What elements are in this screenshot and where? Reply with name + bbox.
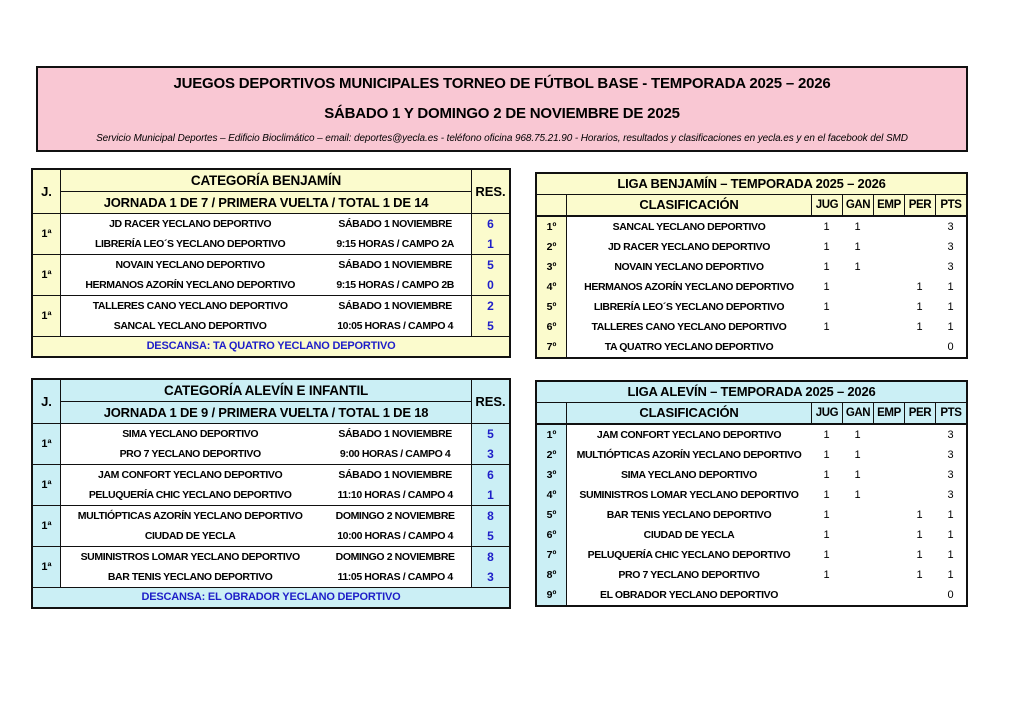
- stat-gan: [842, 545, 873, 565]
- away-score: 3: [487, 570, 494, 584]
- classification-header: CLASIFICACIÓN: [567, 195, 811, 215]
- standings-row: [537, 545, 966, 565]
- stat-pts: 1: [947, 321, 954, 333]
- match-result: [471, 255, 509, 295]
- stat-per: 1: [916, 529, 923, 541]
- schedule-header: [33, 380, 509, 424]
- stat-gan: [842, 297, 873, 317]
- stat-pts: 3: [947, 489, 954, 501]
- home-score: 8: [487, 509, 494, 523]
- match-jornada: 1ª: [33, 465, 61, 505]
- stat-column-header-gan: GAN: [842, 403, 873, 423]
- team-name: JD RACER YECLANO DEPORTIVO: [607, 241, 771, 253]
- standings-row: [537, 277, 966, 297]
- home-score: 6: [487, 468, 494, 482]
- stat-per: 1: [916, 321, 923, 333]
- standings-row: [537, 465, 966, 485]
- standings-row: [537, 585, 966, 605]
- team-name: PRO 7 YECLANO DEPORTIVO: [618, 569, 760, 581]
- stat-jug: 1: [823, 241, 830, 253]
- stat-jug: [811, 585, 842, 605]
- home-team: SUMINISTROS LOMAR YECLANO DEPORTIVO: [80, 551, 300, 563]
- league-title: LIGA BENJAMÍN – TEMPORADA 2025 – 2026: [537, 174, 966, 195]
- team-name: SIMA YECLANO DEPORTIVO: [621, 469, 757, 481]
- match-row: [33, 464, 509, 505]
- position: 2º: [537, 445, 567, 465]
- position: 1º: [537, 217, 567, 237]
- stat-column-header-per: PER: [904, 195, 935, 215]
- stat-pts: 3: [947, 449, 954, 461]
- stat-emp: [873, 565, 904, 585]
- match-row: [33, 295, 509, 336]
- standings-row: [537, 525, 966, 545]
- standings: [537, 217, 966, 357]
- stat-column-header-per: PER: [904, 403, 935, 423]
- stat-emp: [873, 485, 904, 505]
- schedule-header: [33, 170, 509, 214]
- stat-emp: [873, 545, 904, 565]
- stat-pts: 1: [947, 281, 954, 293]
- match-jornada: 1ª: [33, 547, 61, 587]
- match-time-field: 10:05 HORAS / CAMPO 4: [337, 320, 454, 332]
- match-date: SÁBADO 1 NOVIEMBRE: [338, 469, 452, 481]
- match-date: SÁBADO 1 NOVIEMBRE: [338, 428, 452, 440]
- standings-row: [537, 237, 966, 257]
- stat-per: [904, 445, 935, 465]
- match-result: [471, 465, 509, 505]
- position: 8º: [537, 565, 567, 585]
- match-result: [471, 506, 509, 546]
- stat-per: [904, 257, 935, 277]
- stat-jug: 1: [823, 281, 830, 293]
- stat-emp: [873, 337, 904, 357]
- position-column-header: [537, 403, 567, 423]
- stat-gan: 1: [854, 469, 861, 481]
- match-time-field: 9:15 HORAS / CAMPO 2B: [336, 279, 454, 291]
- match-result: [471, 547, 509, 587]
- stat-emp: [873, 297, 904, 317]
- stat-pts: 0: [947, 341, 954, 353]
- stat-gan: [842, 505, 873, 525]
- team-name: TALLERES CANO YECLANO DEPORTIVO: [591, 321, 787, 333]
- schedule-header-middle: [61, 170, 471, 213]
- stat-gan: [842, 565, 873, 585]
- matches: [33, 424, 509, 587]
- rest-note: DESCANSA: TA QUATRO YECLANO DEPORTIVO: [33, 336, 509, 356]
- contact-info-line: Servicio Municipal Deportes – Edificio Bioclimático – email: deportes@yecla.es - teléfono oficina 968.75.21.90 - Horarios, resultados y clasificaciones en yecla.es y en el facebook del SMD: [96, 133, 908, 144]
- position: 4º: [537, 485, 567, 505]
- stat-gan: 1: [854, 221, 861, 233]
- stat-per: [904, 217, 935, 237]
- stat-pts: 3: [947, 221, 954, 233]
- stat-jug: [811, 337, 842, 357]
- category-title: CATEGORÍA ALEVÍN E INFANTIL: [61, 380, 471, 402]
- schedule-table-benjamin: [31, 168, 511, 358]
- home-team: JAM CONFORT YECLANO DEPORTIVO: [98, 469, 283, 481]
- stat-emp: [873, 525, 904, 545]
- position: 9º: [537, 585, 567, 605]
- stat-per: 1: [916, 569, 923, 581]
- stat-emp: [873, 445, 904, 465]
- results-column-header: RES.: [471, 380, 509, 423]
- home-score: 5: [487, 427, 494, 441]
- home-score: 2: [487, 299, 494, 313]
- stat-per: [904, 237, 935, 257]
- team-name: LIBRERÍA LEO´S YECLANO DEPORTIVO: [593, 301, 785, 313]
- team-name: SUMINISTROS LOMAR YECLANO DEPORTIVO: [579, 489, 799, 501]
- stat-jug: 1: [823, 429, 830, 441]
- stat-pts: 3: [947, 429, 954, 441]
- standings-row: [537, 317, 966, 337]
- match-jornada: 1ª: [33, 214, 61, 254]
- team-name: HERMANOS AZORÍN YECLANO DEPORTIVO: [584, 281, 794, 293]
- away-score: 0: [487, 278, 494, 292]
- team-name: JAM CONFORT YECLANO DEPORTIVO: [596, 429, 782, 441]
- position: 1º: [537, 425, 567, 445]
- stat-pts: 1: [947, 301, 954, 313]
- stat-column-header-pts: PTS: [935, 403, 966, 423]
- home-score: 5: [487, 258, 494, 272]
- team-name: TA QUATRO YECLANO DEPORTIVO: [604, 341, 774, 353]
- stat-pts: 1: [947, 569, 954, 581]
- away-team: CIUDAD DE YECLA: [144, 530, 236, 542]
- stat-column-header-jug: JUG: [811, 403, 842, 423]
- stat-column-header-emp: EMP: [873, 195, 904, 215]
- position: 3º: [537, 257, 567, 277]
- team-name: SANCAL YECLANO DEPORTIVO: [612, 221, 766, 233]
- stat-per: 1: [916, 509, 923, 521]
- jornada-column-header: J.: [33, 380, 61, 423]
- home-team: NOVAIN YECLANO DEPORTIVO: [115, 259, 265, 271]
- stat-emp: [873, 257, 904, 277]
- standings-row: [537, 485, 966, 505]
- match-result: [471, 214, 509, 254]
- home-team: SIMA YECLANO DEPORTIVO: [122, 428, 259, 440]
- match-date: SÁBADO 1 NOVIEMBRE: [338, 218, 452, 230]
- home-team: MULTIÓPTICAS AZORÍN YECLANO DEPORTIVO: [77, 510, 303, 522]
- stat-per: [904, 465, 935, 485]
- stat-emp: [873, 465, 904, 485]
- stat-per: [904, 485, 935, 505]
- away-team: PRO 7 YECLANO DEPORTIVO: [119, 448, 261, 460]
- match-date: SÁBADO 1 NOVIEMBRE: [338, 259, 452, 271]
- stat-gan: [842, 277, 873, 297]
- schedule-table-alevin: [31, 378, 511, 609]
- position: 7º: [537, 545, 567, 565]
- main-title: JUEGOS DEPORTIVOS MUNICIPALES TORNEO DE FÚTBOL BASE - TEMPORADA 2025 – 2026: [173, 75, 831, 92]
- position: 4º: [537, 277, 567, 297]
- standings-row: [537, 505, 966, 525]
- away-team: LIBRERÍA LEO´S YECLANO DEPORTIVO: [95, 238, 286, 250]
- stat-column-header-emp: EMP: [873, 403, 904, 423]
- stat-jug: 1: [823, 489, 830, 501]
- match-jornada: 1ª: [33, 424, 61, 464]
- away-team: PELUQUERÍA CHIC YECLANO DEPORTIVO: [88, 489, 292, 501]
- stat-jug: 1: [823, 301, 830, 313]
- stat-gan: [842, 525, 873, 545]
- date-title: SÁBADO 1 Y DOMINGO 2 DE NOVIEMBRE DE 2025: [324, 105, 680, 122]
- league-title: LIGA ALEVÍN – TEMPORADA 2025 – 2026: [537, 382, 966, 403]
- stat-per: [904, 425, 935, 445]
- match-row: [33, 546, 509, 587]
- stat-column-header-jug: JUG: [811, 195, 842, 215]
- match-result: [471, 424, 509, 464]
- position: 2º: [537, 237, 567, 257]
- stat-gan: 1: [854, 449, 861, 461]
- away-team: BAR TENIS YECLANO DEPORTIVO: [107, 571, 273, 583]
- stat-gan: [842, 337, 873, 357]
- classification-header: CLASIFICACIÓN: [567, 403, 811, 423]
- league-table-alevin: [535, 380, 968, 607]
- stat-pts: 1: [947, 529, 954, 541]
- away-score: 1: [487, 488, 494, 502]
- stat-jug: 1: [823, 509, 830, 521]
- results-column-header: RES.: [471, 170, 509, 213]
- league-header: [537, 195, 966, 217]
- stat-emp: [873, 317, 904, 337]
- stat-column-header-gan: GAN: [842, 195, 873, 215]
- match-teams: [61, 547, 471, 587]
- jornada-column-header: J.: [33, 170, 61, 213]
- stat-per: 1: [916, 301, 923, 313]
- stat-jug: 1: [823, 449, 830, 461]
- match-row: [33, 214, 509, 254]
- stat-pts: 3: [947, 261, 954, 273]
- league-table-benjamin: [535, 172, 968, 359]
- match-time-field: 9:00 HORAS / CAMPO 4: [339, 448, 451, 460]
- home-score: 6: [487, 217, 494, 231]
- position: 7º: [537, 337, 567, 357]
- stat-gan: 1: [854, 429, 861, 441]
- team-name: MULTIÓPTICAS AZORÍN YECLANO DEPORTIVO: [576, 449, 802, 461]
- home-team: JD RACER YECLANO DEPORTIVO: [109, 218, 272, 230]
- stat-pts: 1: [947, 509, 954, 521]
- stat-column-header-pts: PTS: [935, 195, 966, 215]
- stat-jug: 1: [823, 221, 830, 233]
- match-teams: [61, 214, 471, 254]
- standings-row: [537, 425, 966, 445]
- stat-jug: 1: [823, 549, 830, 561]
- stat-pts: 3: [947, 469, 954, 481]
- home-team: TALLERES CANO YECLANO DEPORTIVO: [92, 300, 288, 312]
- standings-row: [537, 565, 966, 585]
- away-score: 5: [487, 319, 494, 333]
- schedule-header-middle: [61, 380, 471, 423]
- team-name: EL OBRADOR YECLANO DEPORTIVO: [599, 589, 778, 601]
- stat-emp: [873, 237, 904, 257]
- away-score: 5: [487, 529, 494, 543]
- away-score: 1: [487, 237, 494, 251]
- match-date: DOMINGO 2 NOVIEMBRE: [335, 551, 455, 563]
- match-teams: [61, 506, 471, 546]
- position: 6º: [537, 317, 567, 337]
- match-row: [33, 505, 509, 546]
- stat-jug: 1: [823, 321, 830, 333]
- stat-per: [904, 337, 935, 357]
- stat-emp: [873, 505, 904, 525]
- home-score: 8: [487, 550, 494, 564]
- match-teams: [61, 255, 471, 295]
- standings-row: [537, 337, 966, 357]
- standings: [537, 425, 966, 605]
- stat-jug: 1: [823, 261, 830, 273]
- stat-per: 1: [916, 281, 923, 293]
- stat-pts: 1: [947, 549, 954, 561]
- stat-emp: [873, 585, 904, 605]
- stat-per: 1: [916, 549, 923, 561]
- match-row: [33, 254, 509, 295]
- team-name: CIUDAD DE YECLA: [643, 529, 735, 541]
- match-time-field: 11:05 HORAS / CAMPO 4: [337, 571, 453, 583]
- match-row: [33, 424, 509, 464]
- stat-pts: 3: [947, 241, 954, 253]
- standings-row: [537, 217, 966, 237]
- stat-emp: [873, 425, 904, 445]
- stat-per: [904, 585, 935, 605]
- standings-row: [537, 257, 966, 277]
- stat-gan: [842, 317, 873, 337]
- position: 3º: [537, 465, 567, 485]
- rest-note: DESCANSA: EL OBRADOR YECLANO DEPORTIVO: [33, 587, 509, 607]
- stat-emp: [873, 277, 904, 297]
- match-date: SÁBADO 1 NOVIEMBRE: [338, 300, 452, 312]
- match-time-field: 11:10 HORAS / CAMPO 4: [337, 489, 453, 501]
- stat-jug: 1: [823, 469, 830, 481]
- position-column-header: [537, 195, 567, 215]
- round-title: JORNADA 1 DE 7 / PRIMERA VUELTA / TOTAL 1 DE 14: [103, 195, 429, 210]
- match-jornada: 1ª: [33, 255, 61, 295]
- position: 6º: [537, 525, 567, 545]
- match-jornada: 1ª: [33, 506, 61, 546]
- matches: [33, 214, 509, 336]
- match-date: DOMINGO 2 NOVIEMBRE: [335, 510, 455, 522]
- match-time-field: 10:00 HORAS / CAMPO 4: [337, 530, 454, 542]
- match-time-field: 9:15 HORAS / CAMPO 2A: [336, 238, 454, 250]
- match-jornada: 1ª: [33, 296, 61, 336]
- standings-row: [537, 297, 966, 317]
- match-teams: [61, 296, 471, 336]
- stat-jug: 1: [823, 529, 830, 541]
- round-title: JORNADA 1 DE 9 / PRIMERA VUELTA / TOTAL 1 DE 18: [103, 405, 429, 420]
- team-name: NOVAIN YECLANO DEPORTIVO: [614, 261, 764, 273]
- stat-gan: [842, 585, 873, 605]
- position: 5º: [537, 505, 567, 525]
- away-team: SANCAL YECLANO DEPORTIVO: [113, 320, 267, 332]
- stat-gan: 1: [854, 241, 861, 253]
- stat-jug: 1: [823, 569, 830, 581]
- away-score: 3: [487, 447, 494, 461]
- match-teams: [61, 424, 471, 464]
- standings-row: [537, 445, 966, 465]
- match-teams: [61, 465, 471, 505]
- away-team: HERMANOS AZORÍN YECLANO DEPORTIVO: [85, 279, 295, 291]
- position: 5º: [537, 297, 567, 317]
- team-name: PELUQUERÍA CHIC YECLANO DEPORTIVO: [587, 549, 791, 561]
- stat-pts: 0: [947, 589, 954, 601]
- stat-emp: [873, 217, 904, 237]
- header-banner: [36, 66, 968, 152]
- category-title: CATEGORÍA BENJAMÍN: [61, 170, 471, 192]
- team-name: BAR TENIS YECLANO DEPORTIVO: [606, 509, 772, 521]
- stat-gan: 1: [854, 489, 861, 501]
- match-result: [471, 296, 509, 336]
- stat-gan: 1: [854, 261, 861, 273]
- league-header: [537, 403, 966, 425]
